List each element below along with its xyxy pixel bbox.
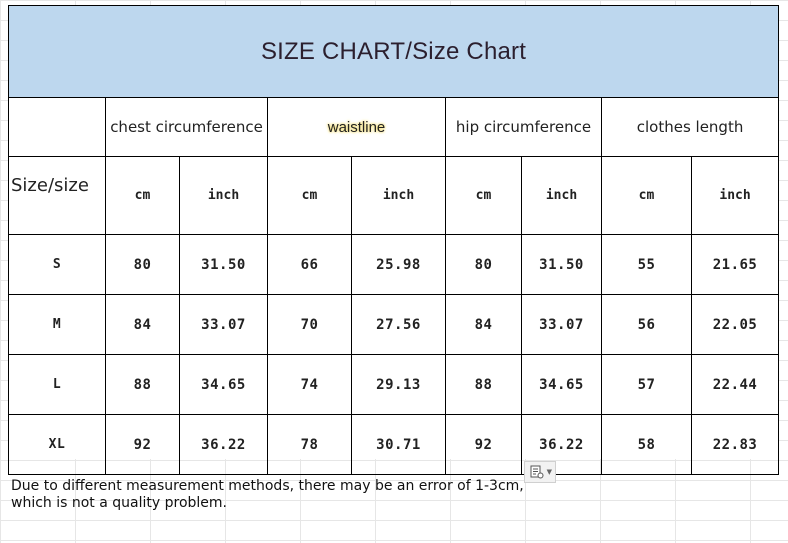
value-cell[interactable]: 36.22 xyxy=(522,415,602,475)
value-cell[interactable]: 66 xyxy=(268,235,352,295)
value-cell[interactable]: 34.65 xyxy=(180,355,268,415)
chevron-down-icon: ▼ xyxy=(546,468,552,476)
value-cell[interactable]: 21.65 xyxy=(692,235,779,295)
value-cell[interactable]: 22.05 xyxy=(692,295,779,355)
header-chest[interactable]: chest circumference xyxy=(106,98,268,157)
table-row xyxy=(9,355,779,415)
unit-cell[interactable]: cm xyxy=(268,157,352,235)
table-row xyxy=(9,415,779,475)
value-cell[interactable]: 25.98 xyxy=(352,235,446,295)
size-cell[interactable]: S xyxy=(9,235,106,295)
value-cell[interactable]: 70 xyxy=(268,295,352,355)
table-row xyxy=(9,235,779,295)
unit-cell[interactable]: cm xyxy=(106,157,180,235)
value-cell[interactable]: 74 xyxy=(268,355,352,415)
value-cell[interactable]: 30.71 xyxy=(352,415,446,475)
value-cell[interactable]: 58 xyxy=(602,415,692,475)
value-cell[interactable]: 78 xyxy=(268,415,352,475)
value-cell[interactable]: 88 xyxy=(106,355,180,415)
value-cell[interactable]: 80 xyxy=(106,235,180,295)
size-cell[interactable]: L xyxy=(9,355,106,415)
value-cell[interactable]: 92 xyxy=(106,415,180,475)
size-chart-sheet xyxy=(8,5,778,459)
value-cell[interactable]: 84 xyxy=(106,295,180,355)
value-cell[interactable]: 84 xyxy=(446,295,522,355)
value-cell[interactable]: 34.65 xyxy=(522,355,602,415)
unit-cell[interactable]: inch xyxy=(180,157,268,235)
value-cell[interactable]: 29.13 xyxy=(352,355,446,415)
header-hip[interactable]: hip circumference xyxy=(446,98,602,157)
note-line: which is not a quality problem. xyxy=(11,495,227,511)
paste-options-icon xyxy=(530,465,544,479)
value-cell[interactable]: 55 xyxy=(602,235,692,295)
value-cell[interactable]: 31.50 xyxy=(180,235,268,295)
size-chart-table xyxy=(8,5,779,475)
unit-cell[interactable]: inch xyxy=(692,157,779,235)
value-cell[interactable]: 56 xyxy=(602,295,692,355)
value-cell[interactable]: 22.83 xyxy=(692,415,779,475)
empty-header-cell[interactable] xyxy=(9,98,106,157)
header-length[interactable]: clothes length xyxy=(602,98,779,157)
value-cell[interactable]: 27.56 xyxy=(352,295,446,355)
unit-cell[interactable]: inch xyxy=(352,157,446,235)
value-cell[interactable]: 33.07 xyxy=(180,295,268,355)
unit-cell[interactable]: cm xyxy=(602,157,692,235)
value-cell[interactable]: 88 xyxy=(446,355,522,415)
table-row xyxy=(9,295,779,355)
header-waistline[interactable]: waistline xyxy=(268,98,446,157)
value-cell[interactable]: 57 xyxy=(602,355,692,415)
unit-cell[interactable]: inch xyxy=(522,157,602,235)
value-cell[interactable]: 92 xyxy=(446,415,522,475)
size-cell[interactable]: XL xyxy=(9,415,106,475)
unit-cell[interactable]: cm xyxy=(446,157,522,235)
measurement-note xyxy=(11,478,631,512)
value-cell[interactable]: 80 xyxy=(446,235,522,295)
size-cell[interactable]: M xyxy=(9,295,106,355)
value-cell[interactable]: 31.50 xyxy=(522,235,602,295)
value-cell[interactable]: 33.07 xyxy=(522,295,602,355)
value-cell[interactable]: 36.22 xyxy=(180,415,268,475)
note-line: Due to different measurement methods, there may be an error of 1-3cm, xyxy=(11,478,524,494)
header-size[interactable]: Size/size xyxy=(9,157,106,235)
chart-title[interactable]: SIZE CHART/Size Chart xyxy=(9,6,779,98)
value-cell[interactable]: 22.44 xyxy=(692,355,779,415)
